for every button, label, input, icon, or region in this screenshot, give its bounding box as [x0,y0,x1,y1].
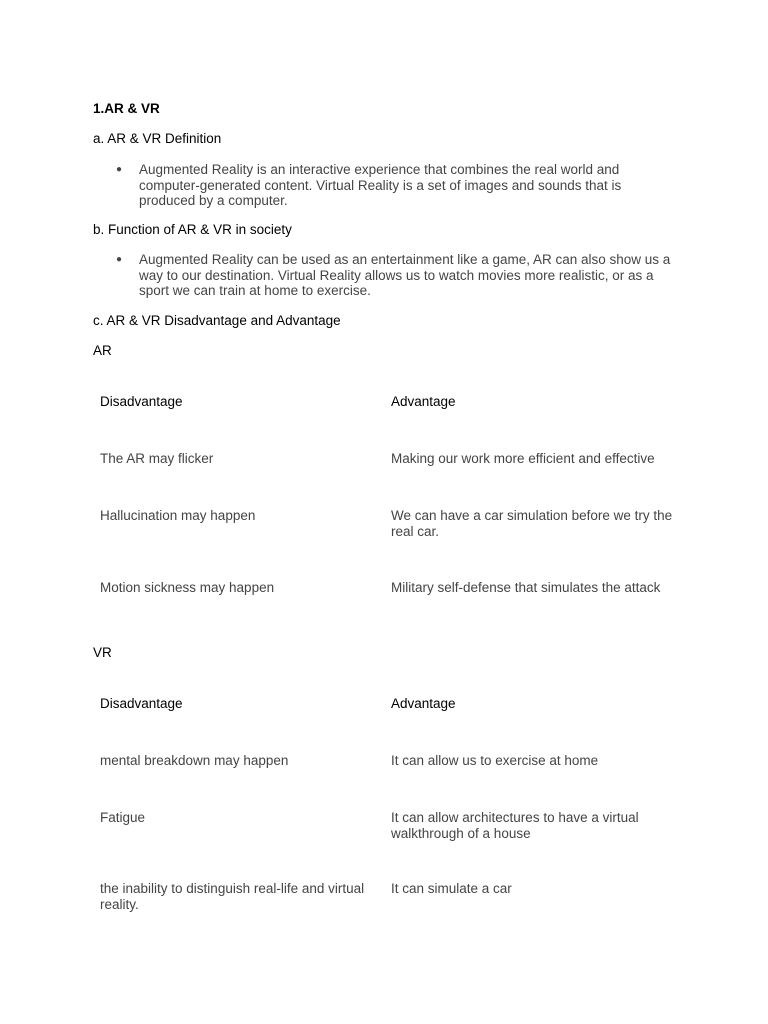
section-b-bullet: Augmented Reality can be used as an entertainment like a game, AR can also show us a way to our destination. Virtual Reality allows us to watch movies more realistic, or as a sport we can train at home to exercise. [139,252,671,299]
table-cell: It can simulate a car [391,881,512,896]
table-header-row [93,394,679,451]
vr-comparison-table [93,696,679,921]
table-row [93,451,679,508]
section-b-title: b. Function of AR & VR in society [93,222,292,237]
table-cell: It can allow architectures to have a virtual walkthrough of a house [391,810,639,841]
table-cell: the inability to distinguish real-life and virtual reality. [100,881,365,912]
table-cell: Military self-defense that simulates the attack [391,580,661,595]
bullet-icon: ● [116,164,123,175]
table-cell: We can have a car simulation before we try the real car. [391,508,673,539]
table-cell: It can allow us to exercise at home [391,753,599,768]
table-cell: Motion sickness may happen [100,580,275,595]
document-heading: 1.AR & VR [93,101,160,116]
table-row [93,810,679,881]
ar-table-label: AR [93,343,112,358]
section-a-bullet: Augmented Reality is an interactive experience that combines the real world and computer-generated content. Virtual Reality is a set of images and sounds that is produced by a computer. [139,162,622,209]
table-cell: Making our work more efficient and effective [391,451,655,466]
table-row [93,580,679,620]
section-a-title: a. AR & VR Definition [93,131,222,146]
table-cell: Fatigue [100,810,146,825]
table-cell: Hallucination may happen [100,508,256,523]
table-cell: mental breakdown may happen [100,753,289,768]
table-header-disadvantage: Disadvantage [100,394,183,409]
table-row [93,881,679,921]
table-row [93,508,679,580]
section-c-title: c. AR & VR Disadvantage and Advantage [93,313,341,328]
table-header-advantage: Advantage [391,394,456,409]
bullet-icon: ● [116,254,123,265]
table-row [93,753,679,810]
vr-table-label: VR [93,645,112,660]
table-header-advantage: Advantage [391,696,456,711]
ar-comparison-table [93,394,679,620]
table-header-row [93,696,679,753]
table-header-disadvantage: Disadvantage [100,696,183,711]
table-cell: The AR may flicker [100,451,214,466]
